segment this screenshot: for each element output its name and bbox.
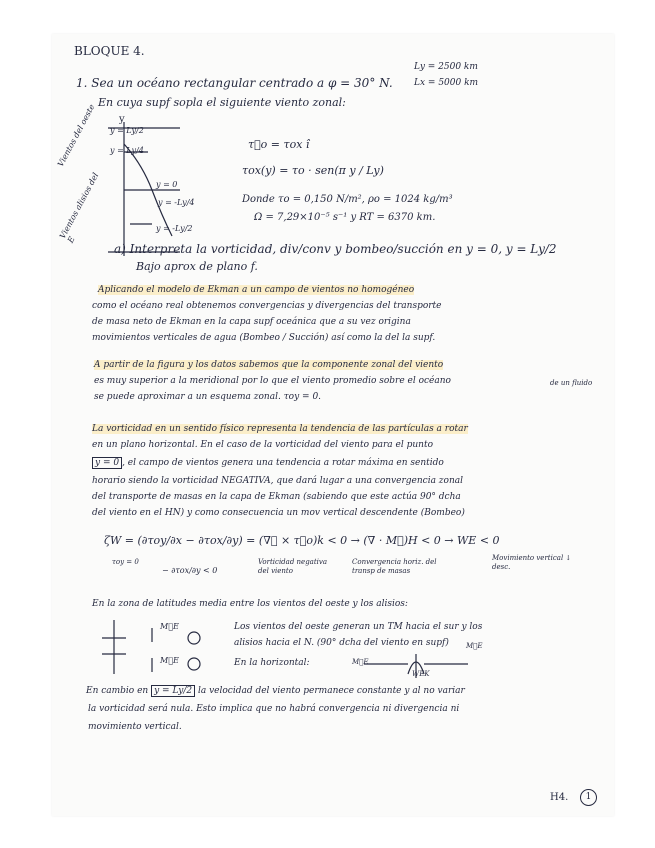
paragraph2-line3: se puede aproximar a un esquema zonal. τoy = 0. <box>94 392 322 402</box>
notebook-page <box>52 34 614 816</box>
paragraph5-line2: la vorticidad será nula. Esto implica que no habrá convergencia ni divergencia ni <box>88 704 460 714</box>
vorticity-note-tauoy: τoy = 0 <box>112 558 139 566</box>
equation-earth-params: Ω = 7,29×10⁻⁵ s⁻¹ y RT = 6370 km. <box>254 212 436 223</box>
ly-value: Ly = 2500 km <box>414 62 478 72</box>
vorticity-note-derivative: − ∂τox/∂y < 0 <box>162 566 218 575</box>
trade-winds-label: Vientos alisios del E <box>58 171 101 245</box>
paragraph5-pre: En cambio en <box>86 686 149 696</box>
paragraph1-line4: movimientos verticales de agua (Bombeo / Succión) así como la del la supf. <box>92 333 436 343</box>
y-axis-label: y <box>119 114 125 125</box>
paragraph3-line4: horario siendo la vorticidad NEGATIVA, que dará lugar a una convergencia zonal <box>92 476 463 486</box>
y-quarter-label: y = Ly/4 <box>110 146 144 155</box>
vorticity-note-negative: Vorticidad negativa del viento <box>258 558 328 575</box>
equation-stress-profile: τox(y) = τo · sen(π y / Ly) <box>242 164 384 177</box>
paragraph4-line1: En la zona de latitudes media entre los vientos del oeste y los alisios: <box>92 599 408 609</box>
block-title: BLOQUE 4. <box>74 44 145 58</box>
lx-value: Lx = 5000 km <box>414 78 479 88</box>
side-note: de un fluido <box>550 379 593 387</box>
me-right-label: M⃗E <box>466 642 483 650</box>
paragraph1-line2: como el océano real obtenemos convergencias y divergencias del transporte <box>92 301 442 311</box>
y-bottom-label: y = -Ly/2 <box>156 224 193 233</box>
westerlies-label: Vientos del oeste <box>56 102 97 169</box>
paragraph5-line1 <box>86 686 465 696</box>
paragraph5-line3: movimiento vertical. <box>88 722 182 732</box>
page-label: H4. <box>550 792 569 803</box>
question-a: a) Interpreta la vorticidad, div/conv y bombeo/succión en y = 0, y = Ly/2 <box>114 242 557 256</box>
sketch-rotation-top <box>188 632 200 644</box>
transport-sketch <box>96 616 216 678</box>
equation-stress-vector: τ⃗o = τox î <box>248 138 310 151</box>
y-minus-quarter-label: y = -Ly/4 <box>158 198 195 207</box>
me-top-label: M⃗E <box>160 622 179 631</box>
me-bottom-label: M⃗E <box>160 656 179 665</box>
paragraph3-line3 <box>92 458 444 468</box>
paragraph4-line2: Los vientos del oeste generan un TM hacia el sur y los <box>234 622 483 632</box>
paragraph3-line6: del viento en el HN) y como consecuencia un mov vertical descendente (Bombeo) <box>92 508 465 518</box>
y-ly2-box: y = Ly/2 <box>151 685 195 697</box>
vorticity-note-vertical: Movimiento vertical ↓ desc. <box>492 554 572 571</box>
wind-intro: En cuya supf sopla el siguiente viento zonal: <box>98 96 346 109</box>
y-top-label: y = Ly/2 <box>110 126 144 135</box>
paragraph3-line3-text: , el campo de vientos genera una tendencia a rotar máxima en sentido <box>122 458 444 468</box>
me-left-label: M⃗E <box>352 658 369 666</box>
sketch-rotation-bottom <box>188 658 200 670</box>
paragraph1-line1: Aplicando el modelo de Ekman a un campo de vientos no homogéneo <box>98 285 415 295</box>
vorticity-note-convergence: Convergencia horiz. del transp de masas <box>352 558 437 575</box>
paragraph2-line1: A partir de la figura y los datos sabemos que la componente zonal del viento <box>94 360 444 370</box>
paragraph3-line2: en un plano horizontal. En el caso de la vorticidad del viento para el punto <box>92 440 433 450</box>
paragraph4-line4: En la horizontal: <box>234 658 310 668</box>
paragraph2-line2: es muy superior a la meridional por lo que el viento promedio sobre el océano <box>94 376 451 386</box>
y-zero-box: y = 0 <box>92 457 122 469</box>
paragraph1-line3: de masa neto de Ekman en la capa supf oceánica que a su vez origina <box>92 317 411 327</box>
wek-label: WEK <box>412 670 430 678</box>
paragraph4-line3: alisios hacia el N. (90° dcha del viento en supf) <box>234 638 449 648</box>
paragraph5-post: la velocidad del viento permanece constante y al no variar <box>197 686 465 696</box>
page-number: 1 <box>580 789 597 806</box>
equation-constants: Donde τo = 0,150 N/m², ρo = 1024 kg/m³ <box>242 194 453 205</box>
paragraph3-line1: La vorticidad en un sentido físico representa la tendencia de las partículas a rotar <box>92 424 468 434</box>
question-a-subtitle: Bajo aprox de plano f. <box>136 260 258 273</box>
paragraph3-line5: del transporte de masas en la capa de Ekman (sabiendo que este actúa 90° dcha <box>92 492 461 502</box>
y-zero-label: y = 0 <box>156 180 178 189</box>
vorticity-equation: ζW = (∂τoy/∂x − ∂τox/∂y) = (∇⃗ × τ⃗o)k < 0 → (∇ · M⃗)H < 0 → WE < 0 <box>104 534 500 547</box>
problem-statement: 1. Sea un océano rectangular centrado a φ = 30° N. <box>76 76 393 90</box>
